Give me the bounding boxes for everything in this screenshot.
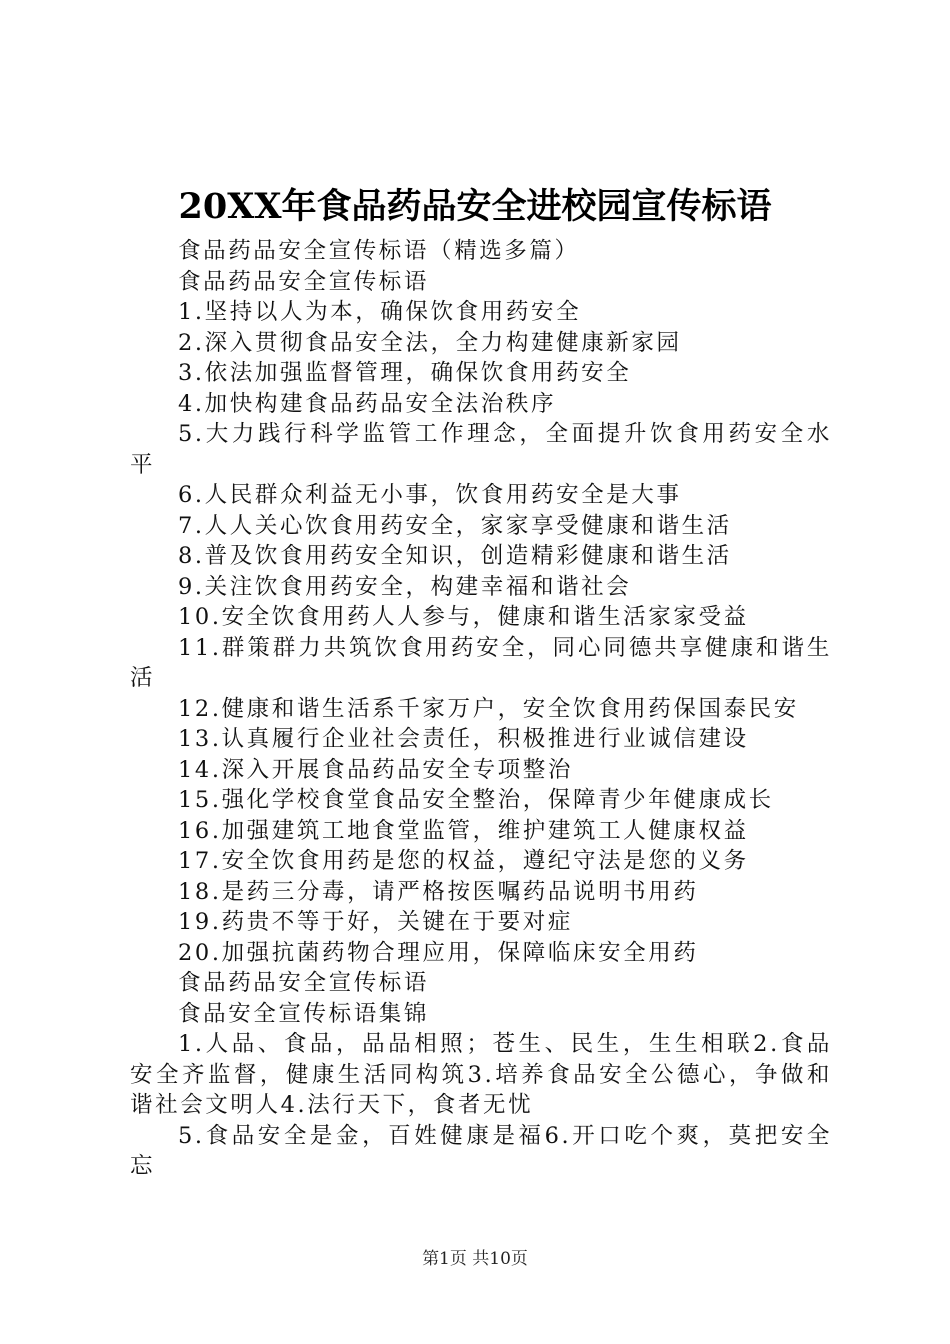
paragraph: 5.大力践行科学监管工作理念，全面提升饮食用药安全水平: [130, 421, 832, 478]
paragraph: 1.坚持以人为本，确保饮食用药安全: [178, 299, 582, 325]
paragraph: 20.加强抗菌药物合理应用，保障临床安全用药: [178, 939, 699, 966]
paragraph: 13.认真履行企业社会责任，积极推进行业诚信建设: [178, 726, 749, 752]
paragraph: 食品药品安全宣传标语: [178, 268, 430, 295]
page-footer: 第1页 共10页: [422, 1249, 528, 1269]
paragraph: 5.食品安全是金，百姓健康是福6.开口吃个爽，莫把安全忘: [130, 1122, 832, 1179]
paragraph: 1.人品、食品，品品相照；苍生、民生，生生相联2.食品安全齐监督，健康生活同构筑3.培养食品安全公德心，争做和谐社会文明人4.法行天下，食者无忧: [130, 1031, 832, 1118]
paragraph: 14.深入开展食品药品安全专项整治: [178, 756, 573, 783]
paragraph: 16.加强建筑工地食堂监管，维护建筑工人健康权益: [178, 817, 749, 844]
paragraph: 18.是药三分毒，请严格按医嘱药品说明书用药: [178, 878, 699, 905]
document-title: 20XX年食品药品安全进校园宣传标语: [178, 186, 772, 227]
paragraph: 19.药贵不等于好，关键在于要对症: [178, 909, 573, 935]
document-body: [130, 236, 832, 1182]
paragraph: 12.健康和谐生活系千家万户，安全饮食用药保国泰民安: [178, 695, 799, 722]
paragraph: 4.加快构建食品药品安全法治秩序: [178, 390, 557, 417]
paragraph: 17.安全饮食用药是您的权益，遵纪守法是您的义务: [178, 848, 749, 874]
paragraph: 8.普及饮食用药安全知识，创造精彩健康和谐生活: [178, 543, 732, 569]
paragraph: 7.人人关心饮食用药安全，家家享受健康和谐生活: [178, 512, 732, 539]
paragraph: 3.依法加强监督管理，确保饮食用药安全: [178, 360, 632, 386]
paragraph: 6.人民群众利益无小事，饮食用药安全是大事: [178, 482, 682, 508]
paragraph: 15.强化学校食堂食品安全整治，保障青少年健康成长: [178, 787, 774, 813]
paragraph: 9.关注饮食用药安全，构建幸福和谐社会: [178, 573, 632, 600]
paragraph: 11.群策群力共筑饮食用药安全，同心同德共享健康和谐生活: [130, 634, 832, 691]
paragraph: 2.深入贯彻食品安全法，全力构建健康新家园: [178, 329, 682, 356]
paragraph: 食品药品安全宣传标语（精选多篇）: [178, 238, 580, 264]
paragraph: 食品安全宣传标语集锦: [178, 1000, 430, 1027]
paragraph: 食品药品安全宣传标语: [178, 970, 430, 996]
paragraph: 10.安全饮食用药人人参与，健康和谐生活家家受益: [178, 604, 749, 630]
